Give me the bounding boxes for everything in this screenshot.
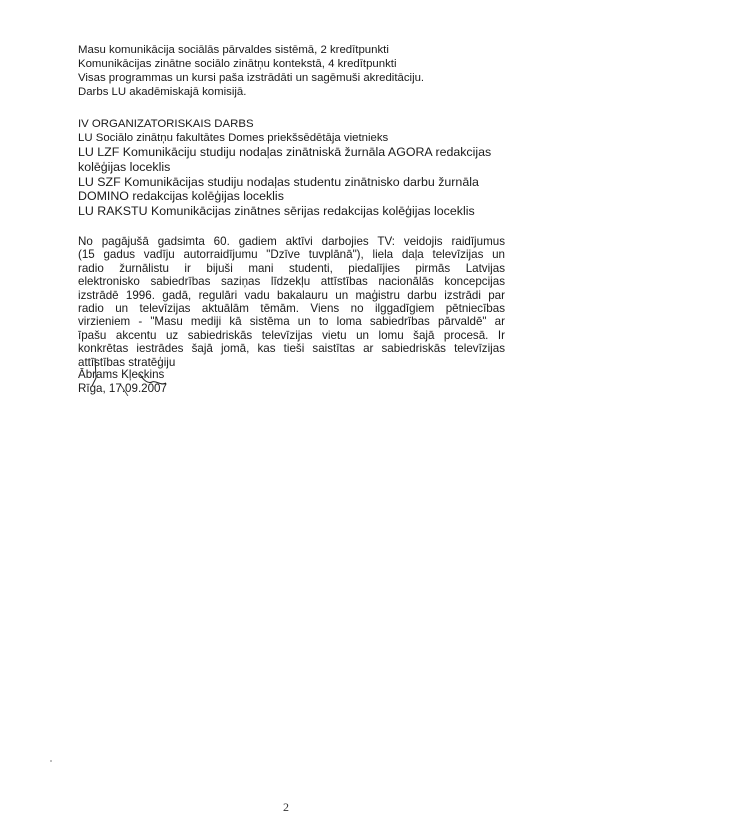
org-line: LU SZF Komunikācijas studiju nodaļas studentu zinātnisko darbu žurnāla: [78, 174, 479, 189]
course-line: Komunikācijas zinātne sociālo zinātņu kontekstā, 4 kredītpunkti: [78, 58, 397, 70]
bio-line: izstrādē 1996. gadā, regulāri vadu bakalauru un maģistru darbu izstrādi par: [78, 288, 505, 302]
org-line: kolēģijas loceklis: [78, 159, 171, 174]
section-heading: IV ORGANIZATORISKAIS DARBS: [78, 118, 254, 130]
organizational-work-section: [78, 117, 508, 219]
signature-block: [78, 368, 508, 395]
place-date: Rīga, 17.09.2007: [78, 381, 167, 395]
bio-line: radio žurnālistu ir bijuši mani studenti, piedalījies pirmās Latvijas: [78, 261, 505, 275]
bio-line: attīstības stratēģiju: [78, 355, 176, 369]
org-line: DOMINO redakcijas kolēģijas loceklis: [78, 189, 284, 204]
bio-line: elektronisko sabiedrības saziņas līdzekļu attīstības nacionālās koncepcijas: [78, 275, 505, 289]
bio-line: virzieniem - "Masu mediji kā sistēma un to loma sabiedrības pārvaldē" ar: [78, 315, 505, 329]
courses-list: [78, 43, 508, 99]
bio-line: īpašu akcentu uz sabiedriskās televīzijas vietu un lomu šajā procesā. Ir: [78, 328, 505, 342]
bio-line: (15 gadus vadīju autorraidījumu "Dzīve tuvplānā"), liela daļa televīzijas un: [78, 248, 505, 262]
bio-line: konkrētas iestrādes šajā jomā, kas tieši saistītas ar sabiedriskās televīzijas: [78, 342, 505, 356]
scan-speck: [50, 760, 52, 762]
bio-line: radio un televīzijas aktuālām tēmām. Viens no ilggadīgiem pētniecības: [78, 302, 505, 316]
org-line: LU Sociālo zinātņu fakultātes Domes priekšsēdētāja vietnieks: [78, 132, 389, 144]
bio-line: No pagājušā gadsimta 60. gadiem aktīvi darbojies TV: veidojis raidījumus: [78, 235, 505, 248]
org-line: LU RAKSTU Komunikācijas zinātnes sērijas redakcijas kolēģijas loceklis: [78, 204, 475, 219]
course-line: Masu komunikācija sociālās pārvaldes sistēmā, 2 kredītpunkti: [78, 44, 389, 56]
org-line: LU LZF Komunikāciju studiju nodaļas zinātniskā žurnāla AGORA redakcijas: [78, 145, 492, 159]
signatory-name: Ābrams Kļeckins: [78, 368, 165, 381]
course-line: Visas programmas un kursi paša izstrādāti un sagēmuši akreditāciju.: [78, 72, 425, 84]
bio-paragraph: [78, 235, 505, 369]
course-line: Darbs LU akadēmiskajā komisijā.: [78, 86, 247, 98]
page-number: 2: [283, 800, 289, 814]
